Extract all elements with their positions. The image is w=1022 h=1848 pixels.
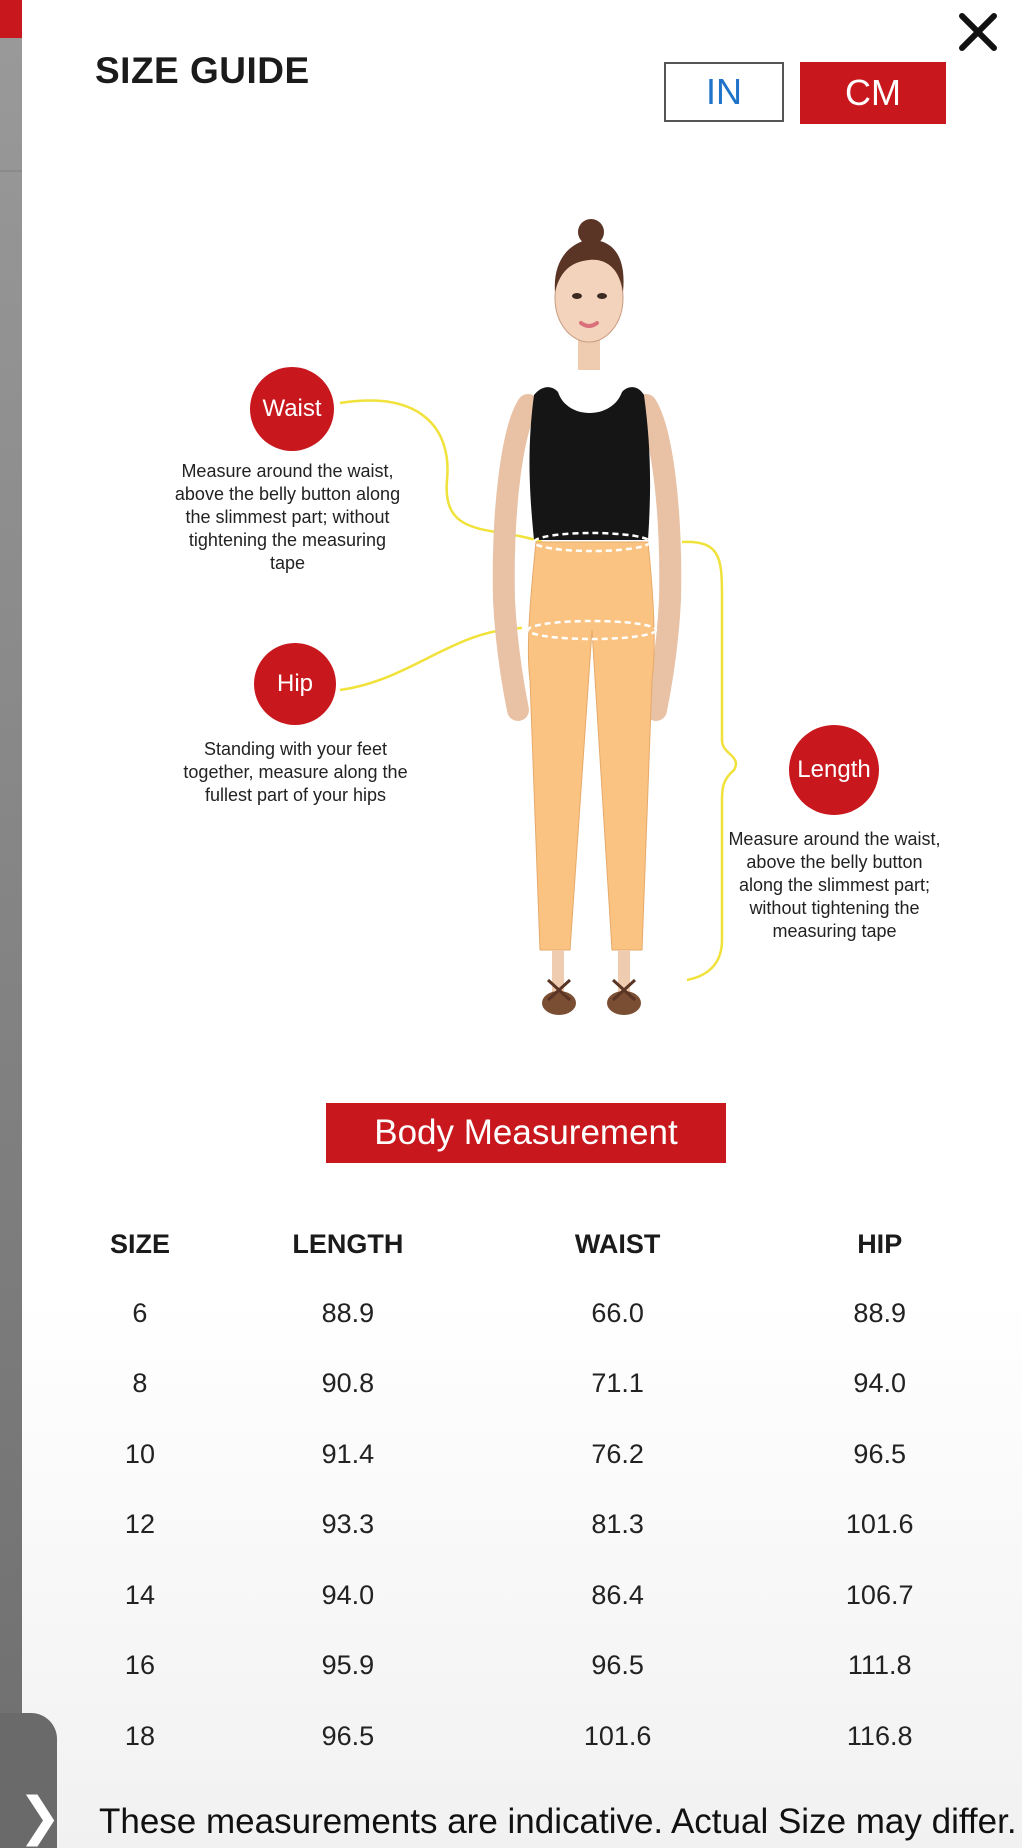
column-header-length: LENGTH xyxy=(292,1228,404,1259)
cell-length: 91.4 xyxy=(321,1438,375,1469)
cell-size: 10 xyxy=(124,1438,155,1469)
table-row xyxy=(67,1560,1007,1631)
length-description: Measure around the waist, above the belly button along the slimmest part; without tightening the measuring tape xyxy=(728,829,941,941)
column-header-hip: HIP xyxy=(857,1228,903,1259)
cell-size: 16 xyxy=(124,1650,155,1681)
cell-hip: 106.7 xyxy=(845,1579,914,1610)
column-header-waist: WAIST xyxy=(574,1228,661,1259)
cell-length: 90.8 xyxy=(321,1368,375,1399)
size-guide-panel xyxy=(22,0,1022,1848)
unit-toggle-in[interactable]: IN xyxy=(664,62,784,122)
waist-description: Measure around the waist, above the belly button along the slimmest part; without tightening the measuring tape xyxy=(174,461,401,573)
table-header-row xyxy=(67,1210,1007,1278)
table-row xyxy=(67,1631,1007,1702)
drawer-handle[interactable] xyxy=(0,1713,62,1848)
cell-hip: 111.8 xyxy=(847,1650,912,1681)
body-measurement-header: Body Measurement xyxy=(326,1103,726,1163)
cell-waist: 71.1 xyxy=(591,1368,644,1399)
hip-guide-line xyxy=(340,628,522,690)
cell-waist: 101.6 xyxy=(583,1720,652,1751)
length-badge: Length xyxy=(789,725,879,815)
unit-toggle-cm[interactable]: CM xyxy=(800,62,946,124)
cell-hip: 116.8 xyxy=(846,1720,913,1751)
cell-waist: 66.0 xyxy=(591,1297,644,1328)
cell-hip: 96.5 xyxy=(853,1438,906,1469)
cell-size: 8 xyxy=(132,1368,148,1399)
disclaimer-text: These measurements are indicative. Actual Size may differ. xyxy=(99,1802,1017,1841)
background-page-tab xyxy=(0,0,22,38)
cell-hip: 88.9 xyxy=(853,1297,906,1328)
cell-size: 14 xyxy=(124,1579,155,1610)
rail-divider xyxy=(0,170,22,172)
hip-badge: Hip xyxy=(254,643,336,725)
size-table xyxy=(67,1210,1007,1772)
cell-hip: 94.0 xyxy=(853,1368,906,1399)
chevron-right-icon: ❯ xyxy=(18,1788,62,1846)
cell-length: 94.0 xyxy=(321,1579,375,1610)
table-row xyxy=(67,1349,1007,1420)
cell-length: 95.9 xyxy=(321,1650,375,1681)
table-row xyxy=(67,1701,1007,1772)
cell-waist: 76.2 xyxy=(591,1438,644,1469)
cell-waist: 96.5 xyxy=(591,1650,644,1681)
close-icon[interactable] xyxy=(956,10,1000,54)
cell-size: 18 xyxy=(124,1720,155,1751)
cell-length: 96.5 xyxy=(321,1720,375,1751)
cell-size: 12 xyxy=(124,1509,155,1540)
page-title: SIZE GUIDE xyxy=(95,50,310,91)
table-row xyxy=(67,1278,1007,1349)
cell-length: 93.3 xyxy=(321,1509,375,1540)
cell-size: 6 xyxy=(132,1297,148,1328)
waist-badge: Waist xyxy=(250,367,334,451)
table-row xyxy=(67,1419,1007,1490)
column-header-size: SIZE xyxy=(109,1228,170,1259)
background-page-rail xyxy=(0,0,22,1848)
cell-waist: 86.4 xyxy=(591,1579,644,1610)
cell-waist: 81.3 xyxy=(591,1509,644,1540)
table-row xyxy=(67,1490,1007,1561)
cell-length: 88.9 xyxy=(321,1297,375,1328)
cell-hip: 101.6 xyxy=(845,1509,914,1540)
hip-description: Standing with your feet together, measure along the fullest part of your hips xyxy=(183,739,408,805)
